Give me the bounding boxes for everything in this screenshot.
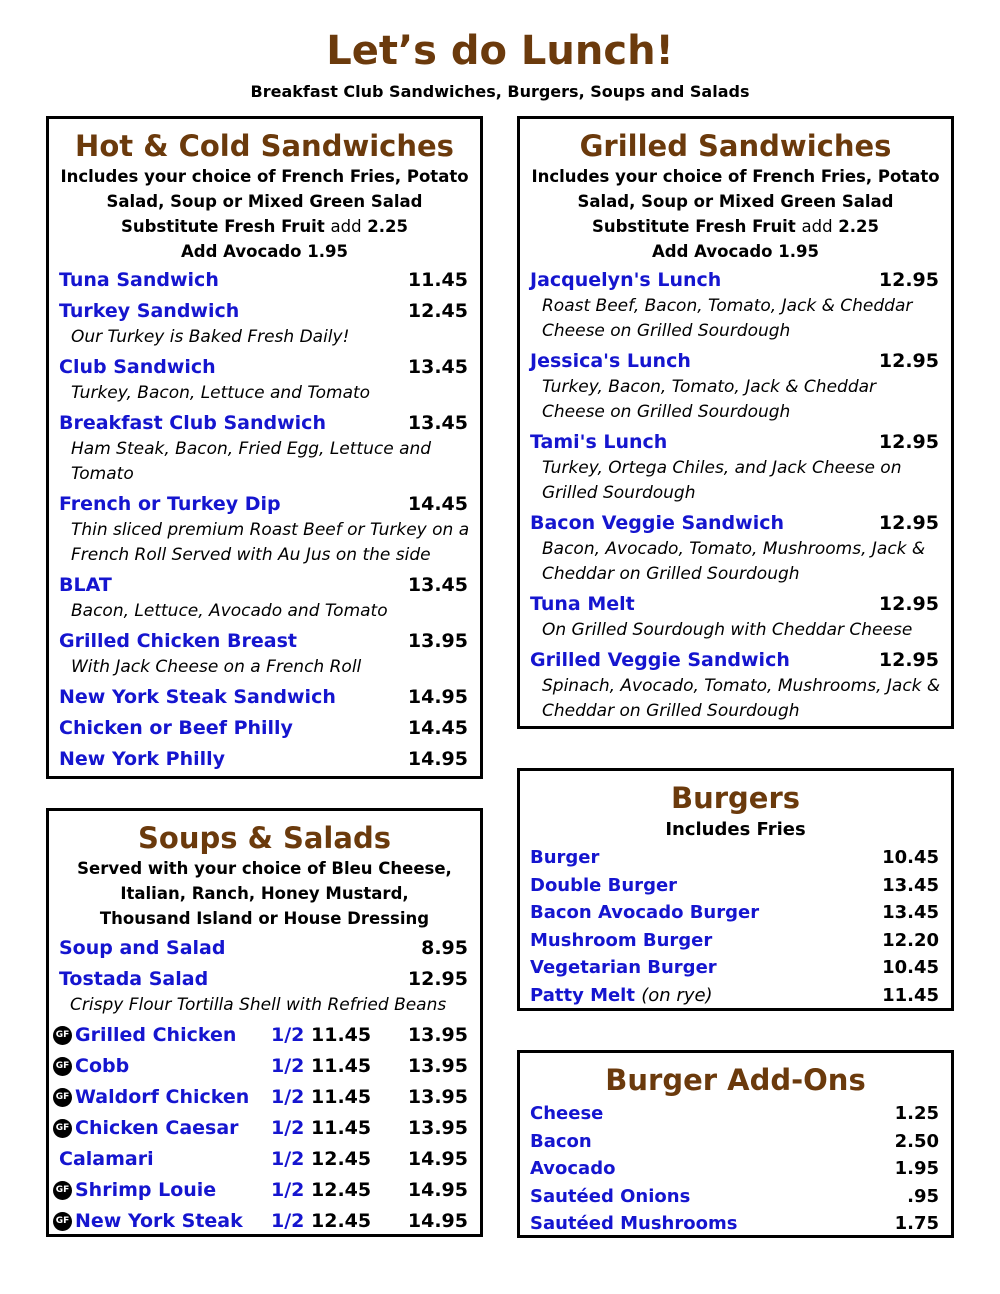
full-price: 13.95: [407, 1055, 468, 1077]
half-price: 12.45: [311, 1179, 372, 1201]
item-price: 1.75: [894, 1213, 939, 1234]
section-note: Includes Fries: [665, 819, 806, 840]
item-name: Tuna Sandwich: [59, 269, 219, 291]
menu-item: [520, 427, 951, 458]
item-price: 12.95: [878, 269, 939, 291]
item-description: On Grilled Sourdough with Cheddar Cheese: [542, 620, 913, 640]
item-name: BLAT: [59, 574, 112, 596]
half-label: 1/2: [271, 1210, 305, 1232]
item-name: Turkey Sandwich: [59, 300, 240, 322]
menu-item: [520, 645, 951, 676]
section-title: Hot & Cold Sandwiches: [75, 129, 454, 163]
menu-item: [520, 265, 951, 296]
item-price: 13.95: [407, 630, 468, 652]
menu-item: [520, 899, 951, 927]
full-price: 14.95: [407, 1148, 468, 1170]
half-label: 1/2: [271, 1086, 305, 1108]
half-price: 11.45: [311, 1055, 372, 1077]
gluten-free-icon: GF: [53, 1088, 72, 1107]
item-description: Our Turkey is Baked Fresh Daily!: [71, 327, 350, 347]
section-title: Burgers: [670, 781, 801, 815]
half-label: 1/2: [271, 1148, 305, 1170]
item-name: [530, 954, 717, 982]
burger-addons-section: [517, 1050, 954, 1238]
section-note: Served with your choice of Bleu Cheese, Italian, Ranch, Honey Mustard, Thousand Island or House Dressing: [77, 859, 452, 928]
item-price: 12.45: [407, 300, 468, 322]
item-price: 11.45: [882, 984, 939, 1006]
item-price: 2.50: [894, 1130, 939, 1152]
item-name: [530, 927, 712, 955]
item-description: Thin sliced premium Roast Beef or Turkey on a French Roll Served with Au Jus on the side: [71, 520, 470, 565]
salad-item: [49, 1113, 480, 1144]
item-price: 14.45: [407, 717, 468, 739]
item-name: Club Sandwich: [59, 356, 216, 378]
item-price: 13.45: [407, 412, 468, 434]
burgers-section: [517, 768, 954, 1011]
half-price: 11.45: [311, 1024, 372, 1046]
item-name: Breakfast Club Sandwich: [59, 412, 326, 434]
item-price: .95: [907, 1185, 939, 1207]
menu-item: [520, 346, 951, 377]
item-description: With Jack Cheese on a French Roll: [71, 657, 362, 677]
item-name: Jessica's Lunch: [530, 350, 691, 372]
item-price: 12.95: [878, 649, 939, 671]
salad-item: [49, 1206, 480, 1237]
gluten-free-icon: GF: [53, 1057, 72, 1076]
item-list: [520, 1100, 951, 1238]
menu-item: [520, 954, 951, 982]
item-name: Waldorf Chicken: [75, 1086, 250, 1108]
item-name-text: Mushroom Burger: [530, 929, 713, 951]
menu-item: [520, 872, 951, 900]
item-name: Avocado: [530, 1158, 616, 1179]
half-label: 1/2: [271, 1024, 305, 1046]
gluten-free-icon: GF: [53, 1212, 72, 1231]
item-name: Tuna Melt: [530, 593, 635, 615]
menu-item: [49, 964, 480, 995]
item-price: 12.95: [878, 431, 939, 453]
item-price: 13.45: [407, 356, 468, 378]
hot-cold-sandwiches-section: [46, 116, 483, 779]
item-price: 11.45: [407, 269, 468, 291]
item-name-text: Vegetarian Burger: [530, 957, 717, 978]
item-name: Bacon Veggie Sandwich: [530, 512, 785, 534]
item-price: 14.95: [407, 686, 468, 708]
salad-item: [49, 1020, 480, 1051]
menu-item: [49, 296, 480, 327]
menu-item: [49, 933, 480, 964]
item-name: Cheese: [530, 1103, 604, 1124]
item-description: Roast Beef, Bacon, Tomato, Jack & Cheddar Cheese on Grilled Sourdough: [542, 296, 913, 341]
item-name: Grilled Veggie Sandwich: [530, 649, 790, 671]
item-name: Sautéed Mushrooms: [530, 1213, 738, 1234]
item-name: Shrimp Louie: [75, 1179, 217, 1201]
item-name: Chicken Caesar: [75, 1117, 239, 1139]
item-name: Calamari: [59, 1148, 154, 1170]
page-title: Let’s do Lunch!: [326, 28, 674, 74]
item-description: Crispy Flour Tortilla Shell with Refried Beans: [70, 995, 447, 1015]
item-name: Soup and Salad: [59, 937, 226, 959]
item-name: Grilled Chicken: [75, 1024, 237, 1046]
item-name: French or Turkey Dip: [59, 493, 281, 515]
half-label: 1/2: [271, 1117, 305, 1139]
item-name-text: Bacon Avocado Burger: [530, 902, 760, 923]
section-title: Soups & Salads: [138, 821, 391, 855]
item-name: [530, 844, 599, 872]
item-name: Cobb: [75, 1055, 130, 1077]
item-price: 12.95: [878, 593, 939, 615]
item-name: [530, 982, 713, 1010]
item-price: 12.95: [407, 968, 468, 990]
item-name: Bacon: [530, 1130, 592, 1152]
menu-item: [520, 1100, 951, 1128]
half-label: 1/2: [271, 1055, 305, 1077]
gluten-free-icon: GF: [53, 1181, 72, 1200]
item-name: Tami's Lunch: [530, 431, 668, 453]
item-name: [530, 899, 759, 927]
item-name: Chicken or Beef Philly: [59, 717, 293, 739]
item-name-text: Double Burger: [530, 874, 678, 896]
section-title: Burger Add-Ons: [605, 1063, 866, 1097]
menu-item: [49, 682, 480, 713]
item-description: Bacon, Lettuce, Avocado and Tomato: [71, 601, 388, 621]
menu-item: [520, 1183, 951, 1211]
item-name: [530, 872, 677, 900]
salad-item: [49, 1175, 480, 1206]
salad-item: [49, 1082, 480, 1113]
item-description: Spinach, Avocado, Tomato, Mushrooms, Jack & Cheddar on Grilled Sourdough: [542, 676, 941, 721]
menu-item: [49, 489, 480, 520]
item-name: New York Steak: [75, 1210, 243, 1232]
item-description: Ham Steak, Bacon, Fried Egg, Lettuce and Tomato: [71, 439, 432, 484]
menu-item: [49, 352, 480, 383]
gluten-free-icon: GF: [53, 1026, 72, 1045]
item-description: Bacon, Avocado, Tomato, Mushrooms, Jack & Cheddar on Grilled Sourdough: [542, 539, 926, 584]
menu-item: [49, 408, 480, 439]
gluten-free-icon: GF: [53, 1119, 72, 1138]
full-price: 13.95: [407, 1086, 468, 1108]
section-note: Includes your choice of French Fries, Potato Salad, Soup or Mixed Green Salad Substitute Fresh Fruit add 2.25 Add Avocado 1.95: [60, 167, 469, 261]
menu-item: [520, 1155, 951, 1183]
item-note: (on rye): [641, 984, 713, 1006]
item-price: 14.45: [407, 493, 468, 515]
item-name-text: Patty Melt: [530, 984, 635, 1006]
menu-item: [520, 982, 951, 1010]
section-title: Grilled Sandwiches: [579, 129, 892, 163]
full-price: 13.95: [407, 1117, 468, 1139]
half-price: 12.45: [311, 1148, 372, 1170]
item-list: [520, 844, 951, 1009]
item-price: 10.45: [882, 957, 939, 978]
grilled-sandwiches-section: [517, 116, 954, 729]
item-price: 13.45: [882, 902, 939, 923]
menu-item: [49, 265, 480, 296]
item-price: 12.95: [878, 350, 939, 372]
section-note: Includes your choice of French Fries, Potato Salad, Soup or Mixed Green Salad Substitute Fresh Fruit add 2.25 Add Avocado 1.95: [531, 167, 940, 261]
item-name: Grilled Chicken Breast: [59, 630, 297, 652]
item-name-text: Burger: [530, 847, 600, 868]
half-price: 11.45: [311, 1086, 372, 1108]
item-description: Turkey, Bacon, Tomato, Jack & Cheddar Cheese on Grilled Sourdough: [542, 377, 877, 422]
item-price: 12.20: [882, 929, 939, 951]
item-price: 10.45: [882, 847, 939, 868]
item-price: 12.95: [878, 512, 939, 534]
page-subtitle: Breakfast Club Sandwiches, Burgers, Soups and Salads: [250, 82, 750, 101]
salad-list: [49, 1020, 480, 1237]
soups-salads-section: [46, 808, 483, 1237]
menu-item: [520, 1128, 951, 1156]
menu-item: [49, 570, 480, 601]
item-list: [520, 265, 951, 724]
full-price: 13.95: [407, 1024, 468, 1046]
menu-item: [520, 927, 951, 955]
salad-item: [49, 1051, 480, 1082]
item-name: New York Philly: [59, 748, 226, 770]
item-name: Tostada Salad: [59, 968, 209, 990]
full-price: 14.95: [407, 1210, 468, 1232]
half-label: 1/2: [271, 1179, 305, 1201]
item-description: Turkey, Bacon, Lettuce and Tomato: [71, 383, 371, 403]
item-name: Sautéed Onions: [530, 1185, 691, 1207]
menu-item: [49, 744, 480, 775]
item-description: Turkey, Ortega Chiles, and Jack Cheese on Grilled Sourdough: [542, 458, 902, 503]
item-name: Jacquelyn's Lunch: [530, 269, 722, 291]
menu-item: [49, 713, 480, 744]
menu-item: [520, 844, 951, 872]
item-price: 1.95: [894, 1158, 939, 1179]
menu-item: [520, 589, 951, 620]
menu-item: [520, 508, 951, 539]
full-price: 14.95: [407, 1179, 468, 1201]
item-price: 8.95: [421, 937, 468, 959]
menu-item: [520, 1210, 951, 1238]
item-price: 13.45: [407, 574, 468, 596]
half-price: 12.45: [311, 1210, 372, 1232]
item-price: 1.25: [894, 1103, 939, 1124]
item-price: 13.45: [882, 874, 939, 896]
menu-item: [49, 626, 480, 657]
salad-item: [49, 1144, 480, 1175]
item-price: 14.95: [407, 748, 468, 770]
item-list: [49, 265, 480, 775]
half-price: 11.45: [311, 1117, 372, 1139]
item-name: New York Steak Sandwich: [59, 686, 336, 708]
